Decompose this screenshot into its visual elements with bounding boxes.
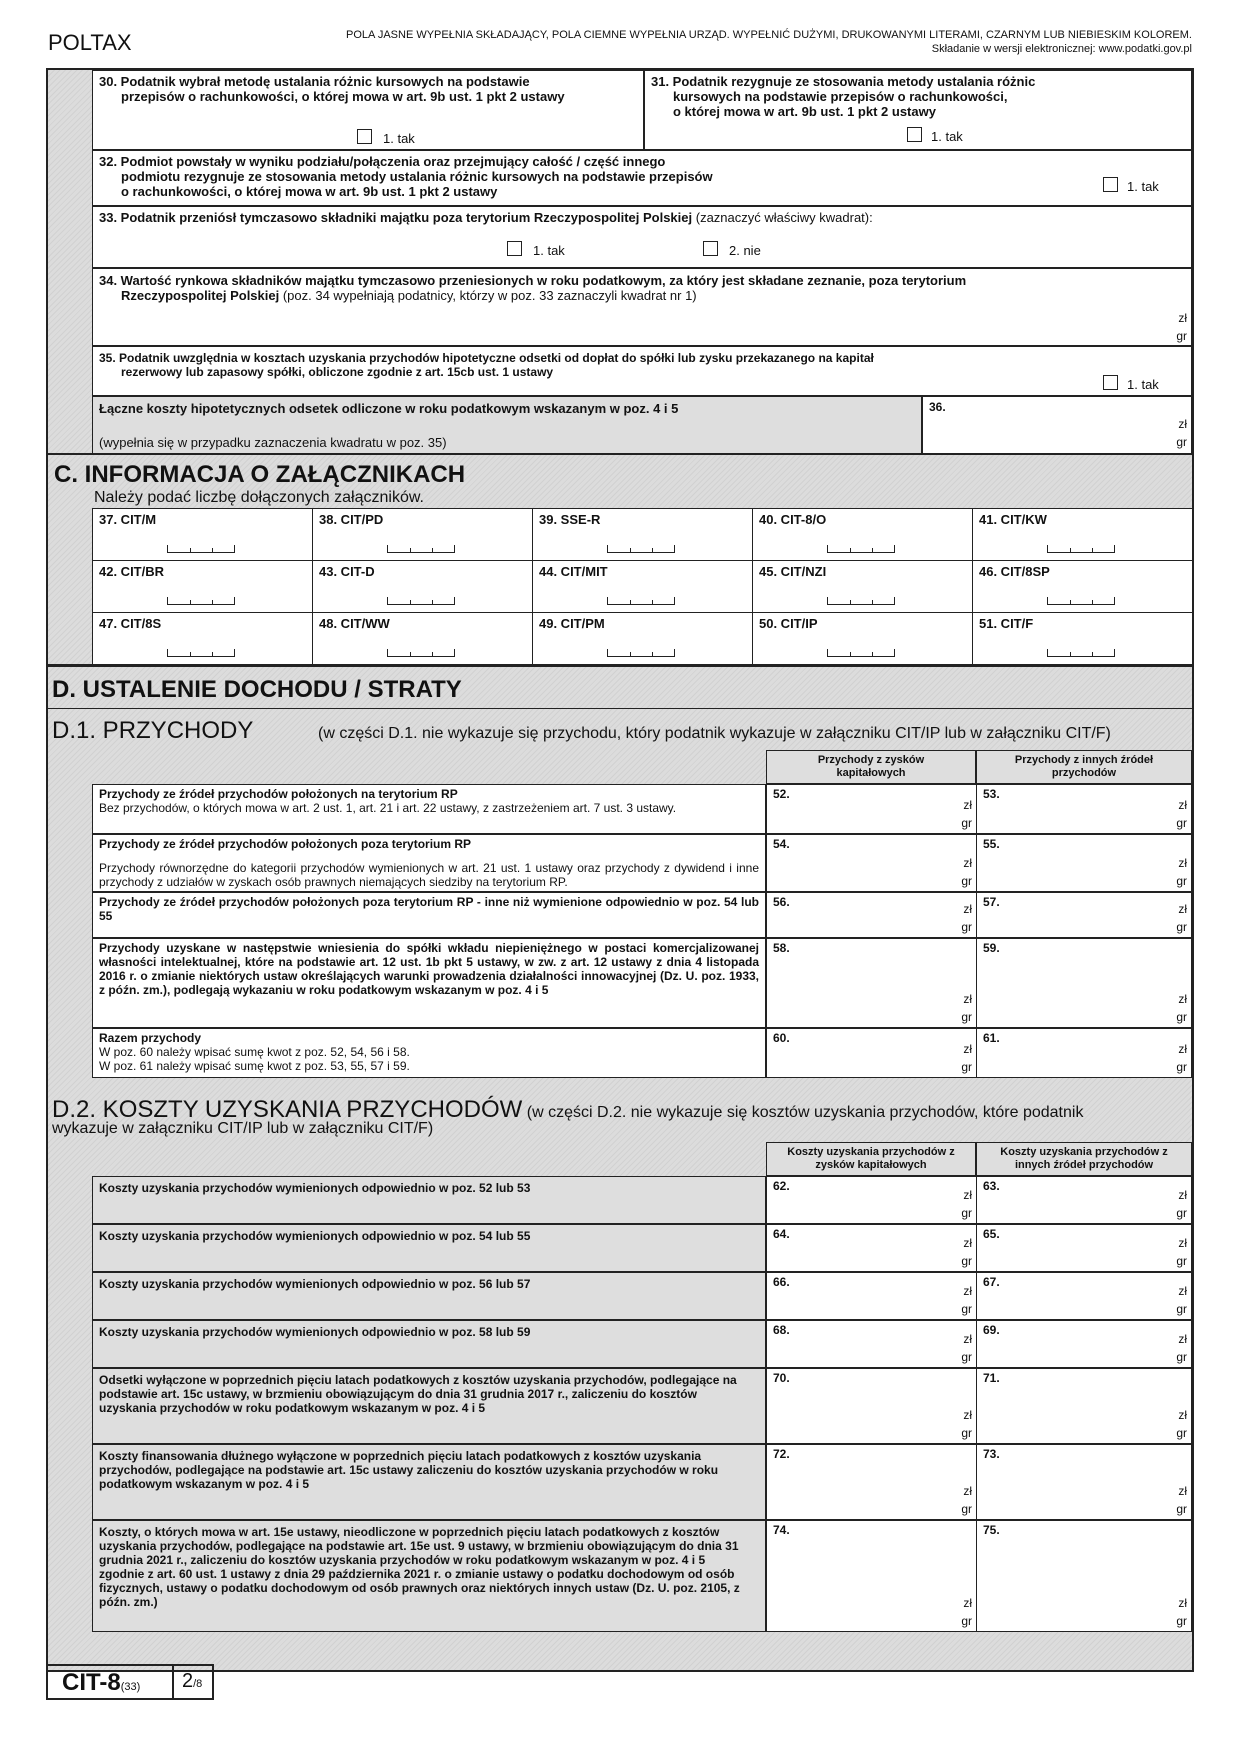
d2-capital-number: 64. [773,1227,790,1241]
d1-title: D.1. PRZYCHODY [52,717,254,744]
d2-note-2: wykazuje w załączniku CIT/IP lub w załączniku CIT/F) [52,1120,434,1137]
d2-other-number: 73. [983,1447,1000,1461]
header-note [192,28,1192,56]
header-note-line1: POLA JASNE WYPEŁNIA SKŁADAJĄCY, POLA CIEMNE WYPEŁNIA URZĄD. WYPEŁNIĆ DUŻYMI, DRUKOWANYMI LITERAMI, CZARNYM LUB NIEBIESKIM KOLOREM. [346,29,1192,41]
d2-capital-number: 68. [773,1323,790,1337]
d2-other-input[interactable] [976,1444,1192,1520]
section-c-title: C. INFORMACJA O ZAŁĄCZNIKACH [54,461,466,488]
unit-zl: zł [1178,1042,1187,1056]
field-34-unit-zl: zł [1178,311,1187,325]
d1-row-label [92,892,766,938]
unit-zl: zł [963,1408,972,1422]
attachment-field[interactable] [752,560,973,613]
unit-zl: zł [1178,902,1187,916]
d1-row-desc: Bez przychodów, o których mowa w art. 2 ust. 1, art. 21 i art. 22 ustawy, z zastrzeżeniem art. 7 ust. 3 ustawy. [99,801,677,815]
d2-other-number: 67. [983,1275,1000,1289]
form-version: (33) [120,1681,141,1693]
unit-gr: gr [1176,1614,1187,1628]
unit-zl: zł [963,1596,972,1610]
d2-row-title: Koszty finansowania dłużnego wyłączone w poprzednich pięciu latach podatkowych z kosztów uzyskania przychodów, podlegające na podstawie art. 15c ustawy zaliczeniu do kosztów uzyskania przychodów w roku podatkowym wskazanym w poz. 4 i 5 [99,1449,719,1491]
d1-col1-label: Przychody z zysków kapitałowych [817,754,925,779]
field-30-option: 1. tak [383,131,415,146]
d2-capital-number: 72. [773,1447,790,1461]
field-32-option: 1. tak [1127,179,1159,194]
field-33-checkbox-yes[interactable] [507,241,522,256]
attachment-label: 49. CIT/PM [539,616,605,631]
page-total: /8 [193,1678,203,1690]
unit-zl: zł [963,902,972,916]
attachment-label: 41. CIT/KW [979,512,1047,527]
poltax-logo: POLTAX [48,30,132,55]
d2-capital-input[interactable] [766,1320,977,1368]
d2-capital-input[interactable] [766,1176,977,1224]
d1-other-input[interactable] [976,1028,1192,1078]
d1-row-title: Przychody ze źródeł przychodów położonych na terytorium RP [99,787,458,801]
attachment-count-boxes[interactable] [1047,649,1115,657]
attachment-count-boxes[interactable] [387,597,455,605]
field-35-checkbox[interactable] [1103,375,1118,390]
field-30-label-2: przepisów o rachunkowości, o której mowa w art. 9b ust. 1 pkt 2 ustawy [121,89,565,104]
d2-other-number: 71. [983,1371,1000,1385]
d2-capital-input[interactable] [766,1272,977,1320]
field-31-checkbox[interactable] [907,127,922,142]
d1-row-label [92,834,766,892]
form-id-box [46,1664,214,1700]
d2-capital-input[interactable] [766,1520,977,1632]
field-36-input[interactable] [922,396,1192,454]
attachment-count-boxes[interactable] [387,545,455,553]
d1-capital-input[interactable] [766,784,977,834]
d1-other-number: 53. [983,787,1000,801]
d1-col1-head [766,750,976,784]
d1-other-number: 61. [983,1031,1000,1045]
attachment-label: 42. CIT/BR [99,564,165,579]
attachment-count-boxes[interactable] [827,649,895,657]
field-36-unit-zl: zł [1178,417,1187,431]
d2-other-number: 63. [983,1179,1000,1193]
d2-other-input[interactable] [976,1368,1192,1444]
d2-other-number: 75. [983,1523,1000,1537]
d1-row-title: Przychody ze źródeł przychodów położonych poza terytorium RP [99,837,472,851]
attachment-field[interactable] [972,612,1193,665]
d2-col2-head [976,1142,1192,1176]
field-32-label-2: podmiotu rezygnuje ze stosowania metody ustalania różnic kursowych na podstawie przepisów [121,169,713,184]
field-32[interactable] [92,150,1192,206]
d2-capital-input[interactable] [766,1224,977,1272]
unit-zl: zł [1178,1284,1187,1298]
field-33-checkbox-no[interactable] [703,241,718,256]
attachment-label: 39. SSE-R [539,512,601,527]
attachment-label: 46. CIT/8SP [979,564,1050,579]
field-36-number: 36. [929,400,946,414]
d2-row-title: Odsetki wyłączone w poprzednich pięciu latach podatkowych z kosztów uzyskania przychodów, podlegające na podstawie art. 15c ustawy, w brzmieniu obowiązującym do dnia 31 grudnia 2017 r., zaliczeniu do kosztów uzyskania przychodów w roku podatkowym wskazanym w poz. 4 i 5 [99,1373,737,1415]
unit-zl: zł [1178,1484,1187,1498]
attachment-field[interactable] [752,612,973,665]
d2-note: (w części D.2. nie wykazuje się kosztów uzyskania przychodów, które podatnik [526,1104,1084,1121]
field-31[interactable] [644,70,1192,150]
field-32-label-3: o rachunkowości, o której mowa w art. 9b ust. 1 pkt 2 ustawy [121,184,498,199]
unit-zl: zł [963,1236,972,1250]
attachment-field[interactable] [312,508,533,561]
d1-row-label [92,784,766,834]
d1-row-title: Razem przychody [99,1031,202,1045]
field-34[interactable] [92,268,1192,346]
attachment-label: 37. CIT/M [99,512,157,527]
unit-zl: zł [1178,856,1187,870]
attachment-count-boxes[interactable] [607,597,675,605]
d2-row-label [92,1444,766,1520]
unit-zl: zł [963,1042,972,1056]
unit-zl: zł [963,1284,972,1298]
field-36-label: Łączne koszty hipotetycznych odsetek odliczone w roku podatkowym wskazanym w poz. 4 i 5 [99,401,679,416]
d1-capital-input[interactable] [766,1028,977,1078]
d2-other-input[interactable] [976,1320,1192,1368]
field-33-option-no: 2. nie [729,243,761,258]
field-36-hint: (wypełnia się w przypadku zaznaczenia kwadratu w poz. 35) [99,435,447,450]
unit-zl: zł [1178,1236,1187,1250]
attachment-label: 38. CIT/PD [319,512,384,527]
d2-other-input[interactable] [976,1224,1192,1272]
unit-gr: gr [1176,1254,1187,1268]
field-30[interactable] [92,70,644,150]
d1-row-label [92,938,766,1028]
unit-gr: gr [961,1350,972,1364]
field-31-label: 31. Podatnik rezygnuje ze stosowania metody ustalania różnic [651,74,1036,89]
attachment-count-boxes[interactable] [827,597,895,605]
unit-gr: gr [961,874,972,888]
d2-row-label [92,1520,766,1632]
unit-zl: zł [1178,992,1187,1006]
unit-gr: gr [961,1614,972,1628]
unit-gr: gr [1176,1206,1187,1220]
d1-row-desc: Przychody równorzędne do kategorii przychodów wymienionych w art. 21 ust. 1 ustawy oraz przychody z dywidend i inne przychody z udziałów w zyskach osób prawnych niemających siedziby na terytorium RP. [99,861,759,889]
attachment-label: 43. CIT-D [319,564,375,579]
d2-other-number: 65. [983,1227,1000,1241]
d1-col2-label: Przychody z innych źródeł przychodów [1014,754,1154,779]
d1-header [46,708,1194,750]
d1-capital-number: 60. [773,1031,790,1045]
attachment-count-boxes[interactable] [1047,545,1115,553]
unit-gr: gr [961,1254,972,1268]
attachment-label: 47. CIT/8S [99,616,162,631]
attachment-count-boxes[interactable] [387,649,455,657]
unit-zl: zł [1178,1332,1187,1346]
attachment-count-boxes[interactable] [1047,597,1115,605]
attachment-label: 44. CIT/MIT [539,564,608,579]
d2-row-label [92,1320,766,1368]
d2-other-input[interactable] [976,1176,1192,1224]
d1-col2-head [976,750,1192,784]
attachment-field[interactable] [312,560,533,613]
d2-row-title: Koszty uzyskania przychodów wymienionych odpowiednio w poz. 58 lub 59 [99,1325,531,1339]
unit-gr: gr [961,1302,972,1316]
d2-other-input[interactable] [976,1272,1192,1320]
unit-zl: zł [1178,1188,1187,1202]
field-33-label: 33. Podatnik przeniósł tymczasowo składniki majątku poza terytorium Rzeczypospolitej Polskiej [99,210,693,225]
d2-capital-input[interactable] [766,1368,977,1444]
section-c-subtitle: Należy podać liczbę dołączonych załączników. [94,489,424,506]
field-34-label-2: Rzeczypospolitej Polskiej [121,288,280,303]
attachment-field[interactable] [532,612,753,665]
unit-gr: gr [961,1206,972,1220]
d2-col1-label: Koszty uzyskania przychodów z zysków kapitałowych [787,1146,955,1171]
attachment-field[interactable] [532,560,753,613]
unit-gr: gr [961,816,972,830]
attachment-label: 50. CIT/IP [759,616,818,631]
d2-row-label [92,1176,766,1224]
field-34-hint: (poz. 34 wypełniają podatnicy, którzy w poz. 33 zaznaczyli kwadrat nr 1) [282,288,697,303]
d2-row-title: Koszty uzyskania przychodów wymienionych odpowiednio w poz. 54 lub 55 [99,1229,531,1243]
header-note-line2: Składanie w wersji elektronicznej: www.podatki.gov.pl [931,43,1192,55]
attachment-label: 51. CIT/F [979,616,1034,631]
unit-gr: gr [1176,1502,1187,1516]
field-30-checkbox[interactable] [357,129,372,144]
unit-zl: zł [963,1332,972,1346]
field-32-checkbox[interactable] [1103,177,1118,192]
field-35-label: 35. Podatnik uwzględnia w kosztach uzyskania przychodów hipotetyczne odsetki od dopłat do spółki lub zysku przekazanego na kapitał [99,351,874,365]
attachment-count-boxes[interactable] [607,649,675,657]
attachment-field[interactable] [972,508,1193,561]
d2-row-title: Koszty uzyskania przychodów wymienionych odpowiednio w poz. 52 lub 53 [99,1181,531,1195]
unit-gr: gr [961,920,972,934]
unit-gr: gr [961,1502,972,1516]
d1-capital-input[interactable] [766,834,977,892]
unit-zl: zł [963,1188,972,1202]
field-36-unit-gr: gr [1176,435,1187,449]
unit-gr: gr [1176,1426,1187,1440]
d1-note: (w części D.1. nie wykazuje się przychodu, który podatnik wykazuje w załączniku CIT/IP lub w załączniku CIT/F) [318,725,1111,742]
attachment-count-boxes[interactable] [827,545,895,553]
unit-zl: zł [963,992,972,1006]
unit-gr: gr [1176,1302,1187,1316]
d1-other-number: 57. [983,895,1000,909]
unit-gr: gr [1176,1350,1187,1364]
d1-row-title: Przychody uzyskane w następstwie wniesienia do spółki wkładu niepieniężnego w postaci komercjalizowanej własności intelektualnej, które na podstawie art. 12 ust. 1b pkt 5 ustawy, w zw. z art. 12 ustawy z dnia 4 listopada 2016 r. o zmianie niektórych ustaw określających warunki prowadzenia działalności innowacyjnej (Dz. U. poz. 1933, z późn. zm.), podlegają wykazaniu w roku podatkowym wskazanym w poz. 4 i 5 [99,941,759,997]
attachment-label: 48. CIT/WW [319,616,390,631]
unit-zl: zł [1178,1596,1187,1610]
attachment-field[interactable] [312,612,533,665]
attachment-count-boxes[interactable] [167,545,235,553]
d2-capital-number: 74. [773,1523,790,1537]
unit-zl: zł [1178,1408,1187,1422]
attachment-field[interactable] [972,560,1193,613]
unit-gr: gr [1176,920,1187,934]
d2-other-input[interactable] [976,1520,1192,1632]
d1-capital-number: 58. [773,941,790,955]
attachment-field[interactable] [92,508,313,561]
field-33-hint: (zaznaczyć właściwy kwadrat): [695,210,873,225]
unit-gr: gr [1176,1010,1187,1024]
field-36-label-cell [92,396,922,454]
d2-capital-number: 66. [773,1275,790,1289]
page-number: 2 [182,1670,194,1692]
unit-gr: gr [1176,1060,1187,1074]
unit-gr: gr [961,1010,972,1024]
attachment-field[interactable] [92,560,313,613]
field-33[interactable] [92,206,1192,268]
d1-row-desc: W poz. 60 należy wpisać sumę kwot z poz. 52, 54, 56 i 58. [99,1045,410,1059]
d2-title: D.2. KOSZTY UZYSKANIA PRZYCHODÓW [52,1096,523,1123]
d1-row-label [92,1028,766,1078]
d1-other-input[interactable] [976,938,1192,1028]
d1-other-input[interactable] [976,784,1192,834]
unit-zl: zł [1178,798,1187,812]
unit-zl: zł [963,798,972,812]
d2-col1-head [766,1142,976,1176]
field-35[interactable] [92,346,1192,396]
field-34-unit-gr: gr [1176,329,1187,343]
d1-other-number: 55. [983,837,1000,851]
d1-row-desc: W poz. 61 należy wpisać sumę kwot z poz. 53, 55, 57 i 59. [99,1059,410,1073]
field-32-label: 32. Podmiot powstały w wyniku podziału/połączenia oraz przejmujący całość / część innego [99,154,666,169]
attachment-count-boxes[interactable] [167,649,235,657]
field-31-label-3: o której mowa w art. 9b ust. 1 pkt 2 ustawy [673,104,936,119]
attachment-label: 40. CIT-8/O [759,512,827,527]
unit-gr: gr [961,1426,972,1440]
d1-other-input[interactable] [976,834,1192,892]
d1-capital-number: 54. [773,837,790,851]
unit-gr: gr [1176,874,1187,888]
d1-capital-input[interactable] [766,892,977,938]
d2-other-number: 69. [983,1323,1000,1337]
section-d-title: D. USTALENIE DOCHODU / STRATY [52,676,462,703]
attachment-field[interactable] [532,508,753,561]
field-30-label: 30. Podatnik wybrał metodę ustalania różnic kursowych na podstawie [99,74,530,89]
d2-row-label [92,1368,766,1444]
form-code: CIT-8 [62,1669,121,1696]
field-34-label: 34. Wartość rynkowa składników majątku tymczasowo przeniesionych w roku podatkowym, za który jest składane zeznanie, poza terytorium [99,273,967,288]
unit-zl: zł [963,856,972,870]
unit-zl: zł [963,1484,972,1498]
d2-capital-number: 62. [773,1179,790,1193]
d1-other-number: 59. [983,941,1000,955]
field-31-label-2: kursowych na podstawie przepisów o rachunkowości, [673,89,1008,104]
field-33-option-yes: 1. tak [533,243,565,258]
attachment-label: 45. CIT/NZI [759,564,827,579]
d2-row-label [92,1224,766,1272]
d2-row-label [92,1272,766,1320]
attachment-count-boxes[interactable] [167,597,235,605]
d1-row-title: Przychody ze źródeł przychodów położonych poza terytorium RP - inne niż wymienione odpowiednio w poz. 54 lub 55 [99,895,759,923]
attachment-field[interactable] [92,612,313,665]
d2-row-title: Koszty uzyskania przychodów wymienionych odpowiednio w poz. 56 lub 57 [99,1277,531,1291]
attachment-count-boxes[interactable] [607,545,675,553]
attachments-grid [92,508,1192,664]
unit-gr: gr [1176,816,1187,830]
field-35-label-2: rezerwowy lub zapasowy spółki, obliczone zgodnie z art. 15cb ust. 1 ustawy [121,365,554,379]
d2-capital-input[interactable] [766,1444,977,1520]
d2-capital-number: 70. [773,1371,790,1385]
d1-capital-input[interactable] [766,938,977,1028]
d2-header [46,1090,1194,1142]
attachment-field[interactable] [752,508,973,561]
d1-capital-number: 56. [773,895,790,909]
d2-col2-label: Koszty uzyskania przychodów z innych źródeł przychodów [1000,1146,1168,1171]
d2-row-title: Koszty, o których mowa w art. 15e ustawy, nieodliczone w poprzednich pięciu latach podatkowych z kosztów uzyskania przychodów, podlegające na podstawie art. 15e ust. 9 ustawy, w brzmieniu obowiązującym do dnia 31 grudnia 2021 r., zaliczeniu do kosztów uzyskania przychodów w roku podatkowym wskazanym w poz. 4 i 5 zgodnie z art. 60 ust. 1 ustawy z dnia 29 października 2021 r. o zmianie ustawy o podatku dochodowym od osób fizycznych, ustawy o podatku dochodowym od osób prawnych oraz niektórych innych ustaw (Dz. U. poz. 2105, z późn. zm.) [99,1525,740,1609]
d1-other-input[interactable] [976,892,1192,938]
field-35-option: 1. tak [1127,377,1159,392]
field-31-option: 1. tak [931,129,963,144]
d1-capital-number: 52. [773,787,790,801]
unit-gr: gr [961,1060,972,1074]
